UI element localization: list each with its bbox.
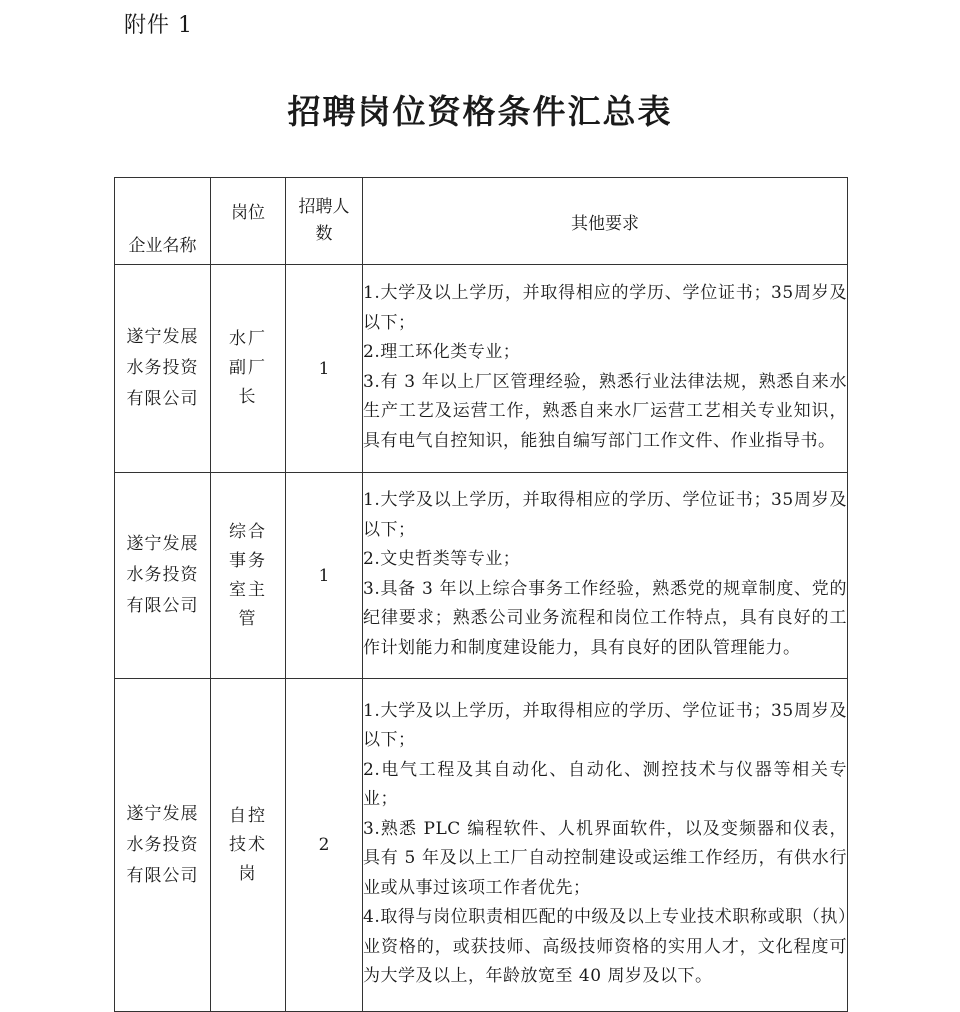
requirement-item: 1.大学及以上学历，并取得相应的学历、学位证书；35周岁及以下； [363,283,847,333]
requirements-cell [363,265,848,473]
count-cell: 2 [286,679,363,1012]
requirement-item: 2.电气工程及其自动化、自动化、测控技术与仪器等相关专业； [363,759,847,809]
company-cell [115,679,211,1012]
requirement-item: 4.取得与岗位职责相匹配的中级及以上专业技术职称或职（执）业资格的，或获技师、高级技师资格的实用人才，文化程度可为大学及以上，年龄放宽至 40 周岁及以下。 [363,907,847,986]
table-header-row [115,178,848,265]
post-cell [211,679,286,1012]
attachment-label: 附件 1 [124,13,193,38]
company-line: 水务投资 [126,358,199,378]
header-requirements: 其他要求 [363,178,848,265]
requirement-item: 3.熟悉 PLC 编程软件、人机界面软件，以及变频器和仪表，具有 5 年及以上工厂自动控制建设或运维工作经历，有供水行业或从事过该项工作者优先； [363,818,847,898]
company-cell [115,265,211,473]
count-cell: 1 [286,265,363,473]
post-cell [211,473,286,679]
header-count [286,178,363,265]
company-line: 遂宁发展 [126,327,199,347]
count-cell: 1 [286,473,363,679]
post-line: 岗 [238,863,258,884]
recruitment-table [114,177,848,1012]
post-line: 综合 [229,521,267,542]
requirement-item: 1.大学及以上学历，并取得相应的学历、学位证书；35周岁及以下； [363,700,847,750]
post-cell [211,265,286,473]
company-line: 遂宁发展 [126,534,199,554]
post-line: 水厂 [229,329,267,349]
post-line: 自控 [229,805,267,826]
post-line: 副厂 [229,358,267,378]
requirement-item: 2.文史哲类等专业； [363,549,521,569]
requirements-cell [363,473,848,679]
company-line: 水务投资 [126,565,199,585]
header-count-line1: 招聘人 [298,197,350,217]
post-line: 管 [238,608,258,629]
post-line: 长 [238,387,258,407]
header-count-line2: 数 [315,224,333,244]
requirement-item: 3.有 3 年以上厂区管理经验，熟悉行业法律法规，熟悉自来水生产工艺及运营工作，熟悉自来水厂运营工艺相关专业知识，具有电气自控知识，能独自编写部门工作文件、作业指导书。 [363,371,847,451]
page-title: 招聘岗位资格条件汇总表 [287,92,673,131]
company-line: 水务投资 [126,834,199,855]
company-cell [115,473,211,679]
company-line: 有限公司 [126,389,199,409]
requirement-item: 1.大学及以上学历，并取得相应的学历、学位证书；35周岁及以下； [363,490,847,540]
requirement-item: 2.理工环化类专业； [363,342,521,362]
company-line: 有限公司 [126,596,199,616]
table-row [115,679,848,1012]
requirement-item: 3.具备 3 年以上综合事务工作经验，熟悉党的规章制度、党的纪律要求；熟悉公司业务流程和岗位工作特点，具有良好的工作计划能力和制度建设能力，具有良好的团队管理能力。 [363,578,847,658]
company-line: 有限公司 [126,865,199,886]
requirements-cell [363,679,848,1012]
header-company: 企业名称 [115,178,211,265]
post-line: 室主 [229,579,267,600]
post-line: 事务 [229,550,267,571]
table-row [115,265,848,473]
post-line: 技术 [229,834,267,855]
table-row [115,473,848,679]
company-line: 遂宁发展 [126,803,199,824]
header-post: 岗位 [211,178,286,265]
